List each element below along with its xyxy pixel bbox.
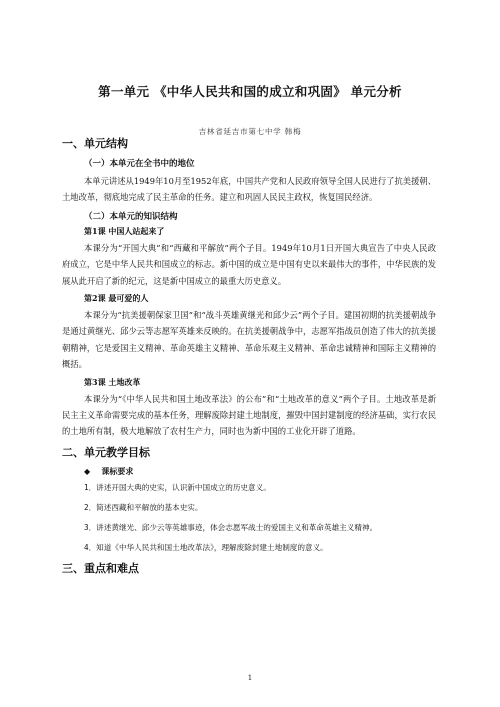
lesson-title-1: 第1课 中国人站起来了 [84,225,165,236]
lesson-title-3: 第3课 土地改革 [84,376,141,387]
author-line: 吉林省延吉市第七中学 韩梅 [198,127,302,136]
section-heading-goals: 二、单元教学目标 [62,445,150,459]
section-heading-structure: 一、单元结构 [62,137,128,150]
standard-requirements-label: 课标要求 [101,465,134,476]
document-title: 第一单元 《中华人民共和国的成立和巩固》 单元分析 [98,84,402,99]
goal-item: 4．知道《中华人民共和国土地改革法》，理解废除封建土地制度的意义。 [84,542,328,552]
lesson-title-2: 第2课 最可爱的人 [84,293,149,304]
subheading-knowledge-structure: （二）本单元的知识结构 [84,211,178,222]
document-body [62,135,436,582]
lesson-paragraph-1: 本课分为“开国大典”和“西藏和平解放”两个子目。1949年10月1日开国大典宣告了中央人民政府成立，它是中华人民共和国成立的标志。新中国的成立是中国有史以来最伟大的事件，中华民族的发展从此开启了新的纪元，这是新中国成立的最重大历史意义。 [62,242,436,286]
goal-item: 2．简述西藏和平解放的基本史实。 [84,502,203,512]
lesson-paragraph-3: 本课分为“《中华人民共和国土地改革法》的公布”和“土地改革的意义”两个子目。土地改革是新民主主义革命需要完成的基本任务，理解废除封建土地制度，摧毁中国封建制度的经济基础，实行农民的土地所有制，极大地解放了农村生产力，同时也为新中国的工业化开辟了道路。 [62,393,436,437]
goal-item: 3．讲述黄继光、邱少云等英雄事迹，体会志愿军战士的爱国主义和革命英雄主义精神。 [84,522,378,532]
section-heading-key-points: 三、重点和难点 [62,561,139,575]
paragraph-position: 本单元讲述从1949年10月至1952年底，中国共产党和人民政府领导全国人民进行了抗美援朝、土地改革，彻底地完成了民主革命的任务。建立和巩固人民民主政权，恢复国民经济。 [62,176,436,203]
goal-item: 1．讲述开国大典的史实，认识新中国成立的历史意义。 [84,482,271,492]
standard-requirements-heading [84,466,436,477]
page-number: 1 [247,674,253,682]
subheading-position: （一）本单元在全书中的地位 [84,159,195,169]
diamond-bullet-icon: ◆ [84,465,91,476]
lesson-paragraph-2: 本课分为“抗美援朝保家卫国”和“战斗英雄黄继光和邱少云”两个子目。建国初期的抗美援朝战争是通过黄继光、邱少云等志愿军英雄来反映的。在抗美援朝战争中，志愿军指战员创造了伟大的抗美援朝精神，它是爱国主义精神、革命英雄主义精神、革命乐观主义精神、革命忠诚精神和国际主义精神的概括。 [62,310,436,370]
